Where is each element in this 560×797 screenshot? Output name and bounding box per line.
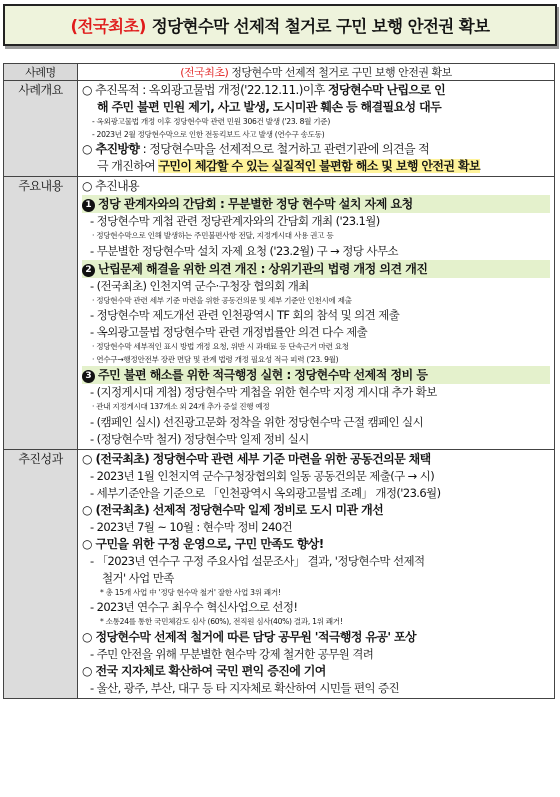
purpose-emphasis: 정당현수막 난립으로 인 [328, 83, 446, 97]
case-table [3, 63, 555, 699]
overview-row [4, 81, 555, 177]
h1-item-2: · 정당현수막으로 인해 발생하는 주민불편사항 전달, 지정게시대 사용 권고 등 [92, 231, 334, 240]
header-label: 사례명 [4, 64, 78, 81]
main-heading-3 [82, 366, 550, 384]
result-4: ○ 정당현수막 선제적 철거에 따른 담당 공무원 '적극행정 유공' 포상 [82, 629, 417, 644]
result-3-item-1-cont: 철거' 사업 만족 [102, 570, 174, 585]
result-3-note-2: * 소통24를 통한 국민체감도 심사 (60%), 전직원 심사(40%) 결과, 1위 쾌거! [100, 617, 343, 626]
result-1-item-1: - 2023년 1월 인천지역 군수구청장협의회 일동 공동건의문 제출(구 → 시) [90, 468, 435, 483]
result-5-item-1: - 울산, 광주, 부산, 대구 등 타 지자체로 확산하여 시민들 편익 증진 [90, 680, 400, 695]
overview-label: 사례개요 [4, 81, 78, 177]
result-3-item-1: - 「2023년 연수구 구정 주요사업 설문조사」 결과, '정당현수막 선제적 [90, 553, 425, 568]
direction-lead: ○ 추진방향 [82, 142, 140, 156]
header-value-text: 정당현수막 선제적 철거로 구민 보행 안전권 확보 [228, 66, 452, 79]
main-intro: ○ 추진내용 [82, 179, 140, 193]
result-2-item-1: - 2023년 7월 ~ 10월 : 현수막 정비 240건 [90, 519, 293, 534]
number-1-icon: 1 [82, 199, 95, 212]
h2-item-4: - 옥외광고물법 정당현수막 관련 개정법률안 의견 다수 제출 [90, 325, 368, 339]
purpose-line [82, 82, 550, 99]
result-5: ○ 전국 지자체로 확산하여 국민 편익 증진에 기여 [82, 663, 326, 678]
h3-item-2: · 관내 지정게시대 137개소 외 24개 추가 증설 진행 예정 [92, 402, 270, 411]
main-heading-1-text: 정당 관계자와의 간담회 : 무분별한 정당 현수막 설치 자제 요청 [98, 197, 413, 211]
h2-item-1: - (전국최초) 인천지역 군수·구청장 협의회 개최 [90, 278, 309, 293]
number-3-icon: 3 [82, 370, 95, 383]
h3-item-1: - (지정게시대 게첩) 정당현수막 게첩을 위한 현수막 지정 게시대 추가 확보 [90, 385, 437, 399]
direction-highlight: 구민이 체감할 수 있는 실질적인 불편함 해소 및 보행 안전권 확보 [158, 159, 480, 173]
h1-item-3: - 무분별한 정당현수막 설치 자제 요청 ('23.2월) 구 → 정당 사무소 [90, 243, 398, 258]
result-3-note-1: * 총 15개 사업 中 '정당 현수막 철거' 잘한 사업 3위 쾌거! [100, 587, 281, 597]
direction-line-cont [82, 158, 550, 175]
h1-item-1: - 정당현수막 게첩 관련 정당관계자와의 간담회 개최 ('23.1월) [90, 214, 380, 228]
main-heading-3-text: 주민 불편 해소를 위한 적극행정 실현 : 정당현수막 선제적 정비 등 [98, 368, 428, 382]
header-value-red: (전국최초) [180, 66, 229, 79]
h2-item-3: - 정당현수막 제도개선 관련 인천광역시 TF 회의 참석 및 의견 제출 [90, 308, 400, 322]
direction-line [82, 141, 550, 158]
main-heading-2-text: 난립문제 해결을 위한 의견 개진 : 상위기관의 법령 개정 의견 개진 [98, 261, 428, 276]
header-row [4, 64, 555, 81]
result-1: ○ (전국최초) 정당현수막 관련 세부 기준 마련을 위한 공동건의문 채택 [82, 451, 431, 466]
h2-item-5: · 정당현수막 세부적인 표시 방법 개정 요청, 위반 시 과태료 등 단속근거 마련 요청 [92, 342, 349, 351]
result-2: ○ (전국최초) 선제적 정당현수막 일제 정비로 도시 미관 개선 [82, 502, 384, 517]
main-label: 주요내용 [4, 177, 78, 450]
title-text: 정당현수막 선제적 철거로 구민 보행 안전권 확보 [151, 17, 490, 36]
document-title [3, 4, 557, 46]
main-content [78, 177, 555, 450]
purpose-sub-2: - 2023년 2월 정당현수막으로 인한 전동킥보드 사고 발생 (연수구 송도동) [92, 129, 325, 139]
direction-text-2: 극 개진하여 [97, 159, 159, 173]
result-3: ○ 구민을 위한 구정 운영으로, 구민 만족도 향상! [82, 536, 324, 551]
h3-item-3: - (캠페인 실시) 선진광고문화 정착을 위한 정당현수막 근절 캠페인 실시 [90, 414, 424, 429]
title-highlight: (전국최초) [70, 17, 146, 36]
main-heading-2 [82, 260, 550, 278]
header-value [78, 64, 555, 81]
purpose-sub-1: - 옥외광고물법 개정 이후 정당현수막 관련 민원 306건 발생 ('23. 8월 기준) [92, 117, 330, 126]
result-1-item-2: - 세부기준안을 기준으로 「인천광역시 옥외광고물법 조례」 개정('23.6월) [90, 485, 441, 500]
result-3-item-2: - 2023년 연수구 최우수 혁신사업으로 선정! [90, 600, 298, 614]
h3-item-4: - (정당현수막 철거) 정당현수막 일제 정비 실시 [90, 431, 309, 446]
purpose-lead: ○ 추진목적 : 옥외광고물법 개정('22.12.11.)이후 [82, 83, 328, 97]
results-row [4, 449, 555, 698]
h2-item-2: · 정당현수막 관련 세부 기준 마련을 위한 공동건의문 및 세부 기준안 인천시에 제출 [92, 295, 352, 305]
main-heading-1 [82, 195, 550, 213]
results-content [78, 449, 555, 698]
direction-text: : 정당현수막을 선제적으로 철거하고 관련기관에 의견을 적 [139, 142, 430, 156]
overview-content [78, 81, 555, 177]
h2-item-6: · 연수구→행정안전부 장관 면담 및 관계 법령 개정 필요성 적극 피력 ('23. 9월) [92, 354, 339, 364]
main-row [4, 177, 555, 450]
purpose-line-cont: 해 주민 불편 민원 제기, 사고 발생, 도시미관 훼손 등 해결필요성 대두 [97, 100, 442, 114]
number-2-icon: 2 [82, 264, 95, 277]
results-label: 추진성과 [4, 449, 78, 698]
result-4-item-1: - 주민 안전을 위해 무분별한 현수막 강제 철거한 공무원 격려 [90, 646, 374, 661]
